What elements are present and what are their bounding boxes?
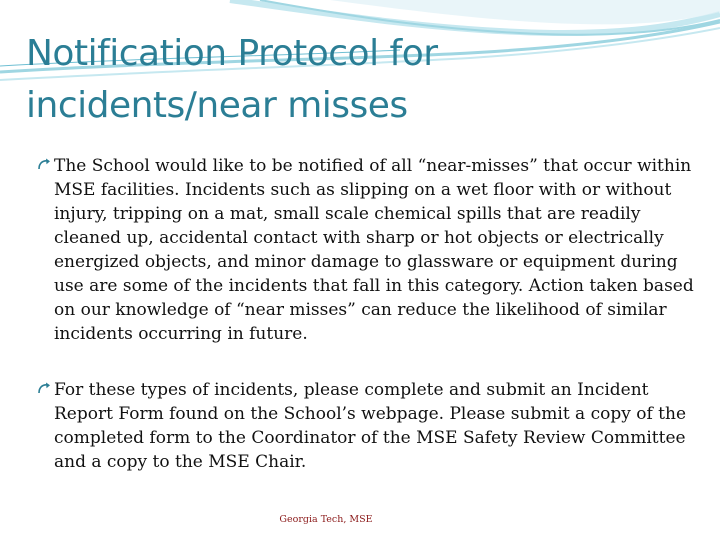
- bullet-text: The School would like to be notified of all “near-misses” that occur within MSE facilities. Incidents such as slipping on a wet floor with or without injury, tripping on a mat, small scale chemical spills that are readily cleaned up, accidental contact with sharp or hot objects or electrically energized objects, and minor damage to glassware or equipment during use are some of the incidents that fall in this category. Action taken based on our knowledge of “near misses” can reduce the likelihood of similar incidents occurring in future.: [54, 156, 694, 344]
- footer-text: Georgia Tech, MSE: [279, 514, 373, 525]
- slide-title: Notification Protocol for incidents/near misses: [26, 33, 438, 126]
- bullet-item-report-form: [36, 378, 708, 474]
- curved-arrow-bullet-icon: [36, 156, 54, 174]
- curved-arrow-bullet-icon: [36, 380, 54, 398]
- bullet-item-near-misses: [36, 154, 708, 346]
- bullet-text: For these types of incidents, please complete and submit an Incident Report Form found on the School’s webpage. Please submit a copy of the completed form to the Coordinator of the MSE Safety Review Committee and a copy to the MSE Chair.: [54, 380, 687, 472]
